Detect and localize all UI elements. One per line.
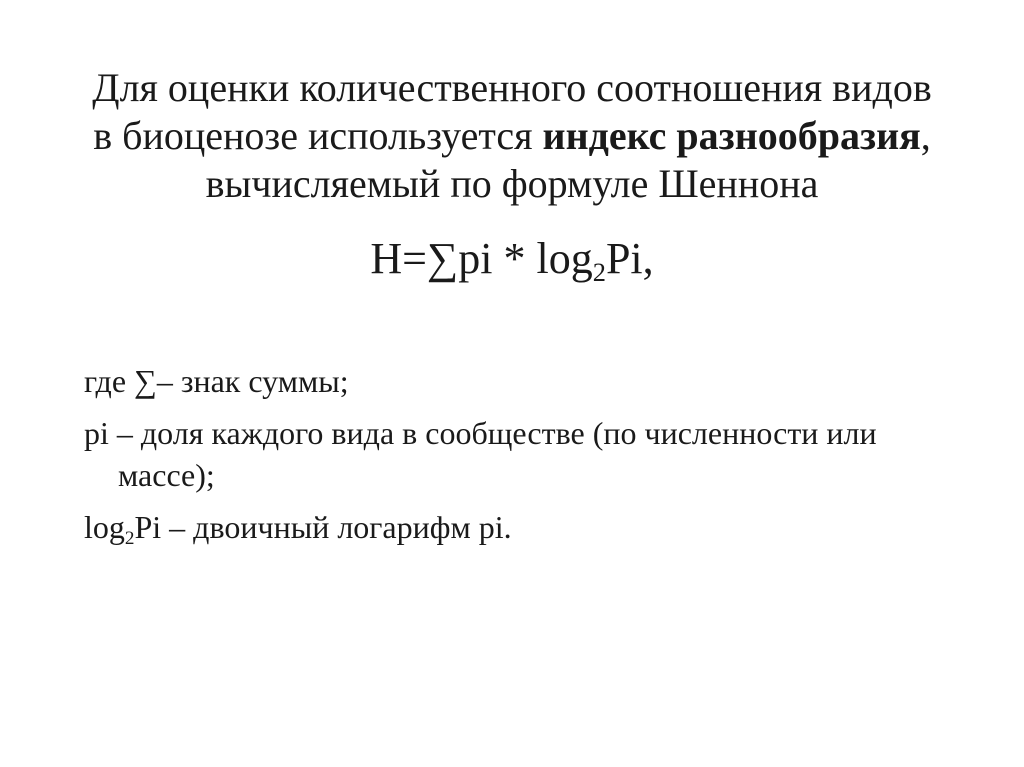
definition-pi-line-1: pi – доля каждого вида в сообществе (по численности или <box>84 415 877 451</box>
definition-log-main: log <box>84 509 125 545</box>
title-line-2-comma: , <box>920 113 931 158</box>
diversity-index-term: индекс разнообразия <box>542 113 921 158</box>
definition-log-tail: Pi – двоичный логарифм pi. <box>134 509 512 545</box>
definition-sum: где ∑– знак суммы; <box>84 363 349 399</box>
formula-log-base: 2 <box>592 256 606 287</box>
shannon-formula <box>0 232 1024 286</box>
title-line-3: вычисляемый по формуле Шеннона <box>205 161 819 206</box>
definition-log <box>84 506 964 548</box>
definitions-list <box>84 360 964 548</box>
definition-log-base: 2 <box>124 527 135 549</box>
title-line-2-text: в биоценозе используется <box>93 113 543 158</box>
title-line-2 <box>40 112 984 160</box>
formula-main: H=∑pi * log <box>370 234 593 283</box>
slide-title <box>40 64 984 208</box>
title-line-1: Для оценки количественного соотношения видов <box>92 65 932 110</box>
definition-pi <box>84 412 964 496</box>
definition-pi-line-2: массе); <box>118 457 215 493</box>
formula-tail: Pi, <box>605 234 654 283</box>
